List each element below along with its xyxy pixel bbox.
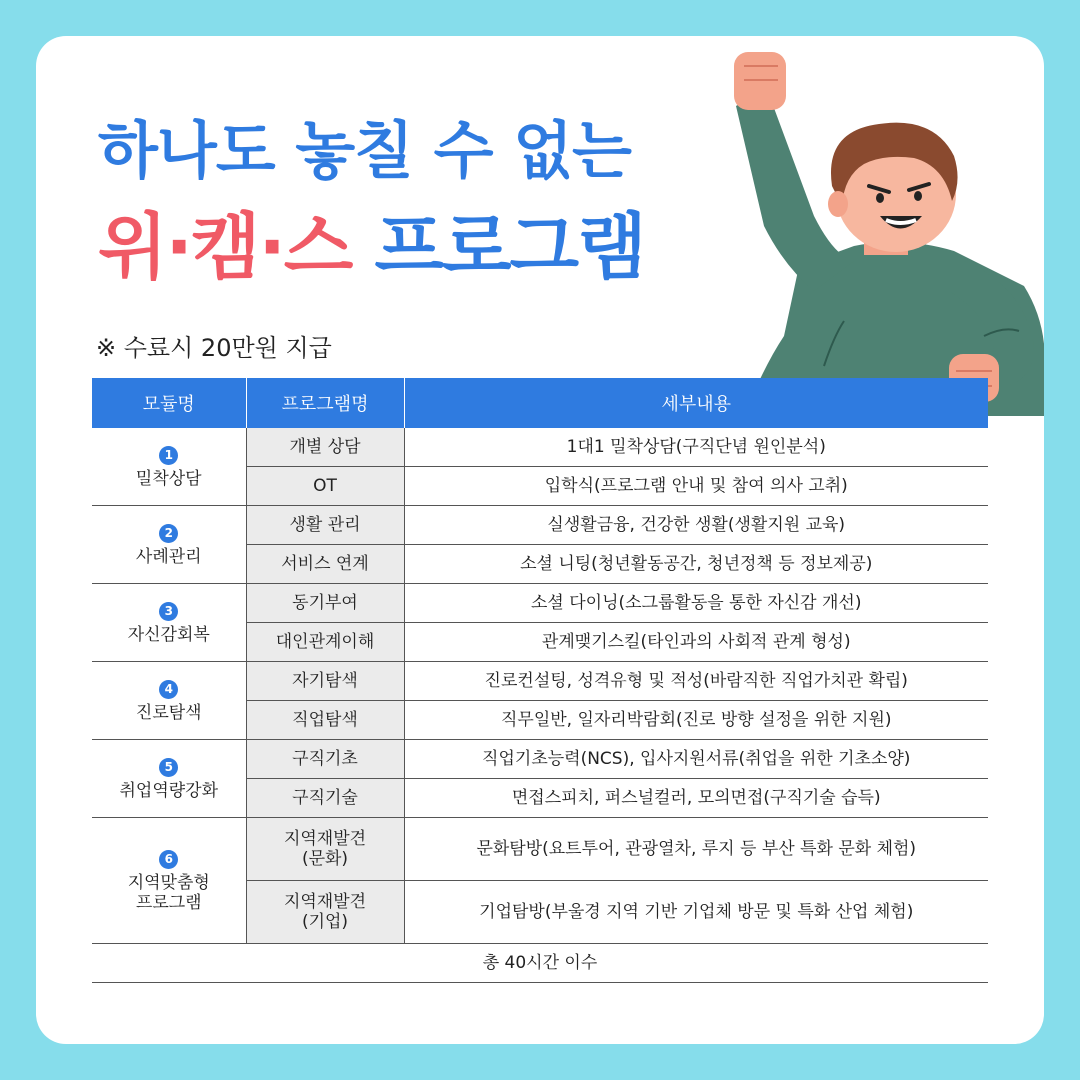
program-detail: 직업기초능력(NCS), 입사지원서류(취업을 위한 기초소양) xyxy=(404,740,988,779)
program-table xyxy=(92,378,988,983)
program-name: 서비스 연계 xyxy=(246,545,404,584)
header-module: 모듈명 xyxy=(92,378,246,428)
program-detail: 관계맺기스킬(타인과의 사회적 관계 형성) xyxy=(404,623,988,662)
program-name xyxy=(246,818,404,881)
header-detail: 세부내용 xyxy=(404,378,988,428)
program-name-line1: 지역재발견 xyxy=(283,891,367,912)
module-cell xyxy=(92,584,246,662)
program-detail: 직무일반, 일자리박람회(진로 방향 설정을 위한 지원) xyxy=(404,701,988,740)
table-row xyxy=(92,662,988,701)
program-detail: 소셜 니팅(청년활동공간, 청년정책 등 정보제공) xyxy=(404,545,988,584)
number-circle-icon: 1 xyxy=(159,446,178,465)
title-program-name: 위·캠·스 xyxy=(98,205,352,289)
program-detail: 문화탐방(요트투어, 관광열차, 루지 등 부산 특화 문화 체험) xyxy=(404,818,988,881)
program-name: 구직기초 xyxy=(246,740,404,779)
program-detail: 입학식(프로그램 안내 및 참여 의사 고취) xyxy=(404,467,988,506)
completion-note: ※ 수료시 20만원 지급 xyxy=(96,334,332,362)
number-circle-icon: 3 xyxy=(159,602,178,621)
poster-card xyxy=(36,36,1044,1044)
program-detail: 기업탐방(부울경 지역 기반 기업체 방문 및 특화 산업 체험) xyxy=(404,881,988,944)
program-name-line2: (문화) xyxy=(301,849,349,869)
program-detail: 진로컨설팅, 성격유형 및 적성(바람직한 직업가치관 확립) xyxy=(404,662,988,701)
program-name: 직업탐색 xyxy=(246,701,404,740)
program-name: 구직기술 xyxy=(246,779,404,818)
program-name xyxy=(246,881,404,944)
module-name: 밀착상담 xyxy=(135,468,202,489)
module-name-line2: 프로그램 xyxy=(135,893,202,913)
number-circle-icon: 4 xyxy=(159,680,178,699)
program-name: 동기부여 xyxy=(246,584,404,623)
table-row xyxy=(92,740,988,779)
total-row xyxy=(92,944,988,983)
program-name: 생활 관리 xyxy=(246,506,404,545)
program-detail: 소셜 다이닝(소그룹활동을 통한 자신감 개선) xyxy=(404,584,988,623)
program-detail: 1대1 밀착상담(구직단념 원인분석) xyxy=(404,428,988,467)
program-name-line2: (기업) xyxy=(301,912,349,932)
number-circle-icon: 2 xyxy=(159,524,178,543)
table-header-row xyxy=(92,378,988,428)
number-circle-icon: 6 xyxy=(159,850,178,869)
module-name: 진로탐색 xyxy=(135,702,202,723)
program-detail: 실생활금융, 건강한 생활(생활지원 교육) xyxy=(404,506,988,545)
program-name: 대인관계이해 xyxy=(246,623,404,662)
module-name: 취업역량강화 xyxy=(119,780,219,801)
table-row xyxy=(92,584,988,623)
module-cell xyxy=(92,740,246,818)
title-line2 xyxy=(98,205,645,289)
program-detail: 면접스피치, 퍼스널컬러, 모의면접(구직기술 습득) xyxy=(404,779,988,818)
program-name: OT xyxy=(246,467,404,506)
table-row xyxy=(92,818,988,881)
module-cell xyxy=(92,818,246,944)
module-cell xyxy=(92,662,246,740)
module-name: 사례관리 xyxy=(135,546,202,567)
program-name: 자기탐색 xyxy=(246,662,404,701)
table-row xyxy=(92,506,988,545)
character-illustration xyxy=(704,36,1044,416)
module-cell xyxy=(92,506,246,584)
program-name: 개별 상담 xyxy=(246,428,404,467)
header-program: 프로그램명 xyxy=(246,378,404,428)
table-row xyxy=(92,428,988,467)
title-program-word: 프로그램 xyxy=(374,205,645,289)
title-line1: 하나도 놓칠 수 없는 xyxy=(98,114,631,187)
number-circle-icon: 5 xyxy=(159,758,178,777)
module-cell xyxy=(92,428,246,506)
total-hours: 총 40시간 이수 xyxy=(92,944,988,983)
module-name-line1: 지역맞춤형 xyxy=(127,872,210,893)
module-name: 자신감회복 xyxy=(127,624,210,645)
program-name-line1: 지역재발견 xyxy=(283,828,367,849)
